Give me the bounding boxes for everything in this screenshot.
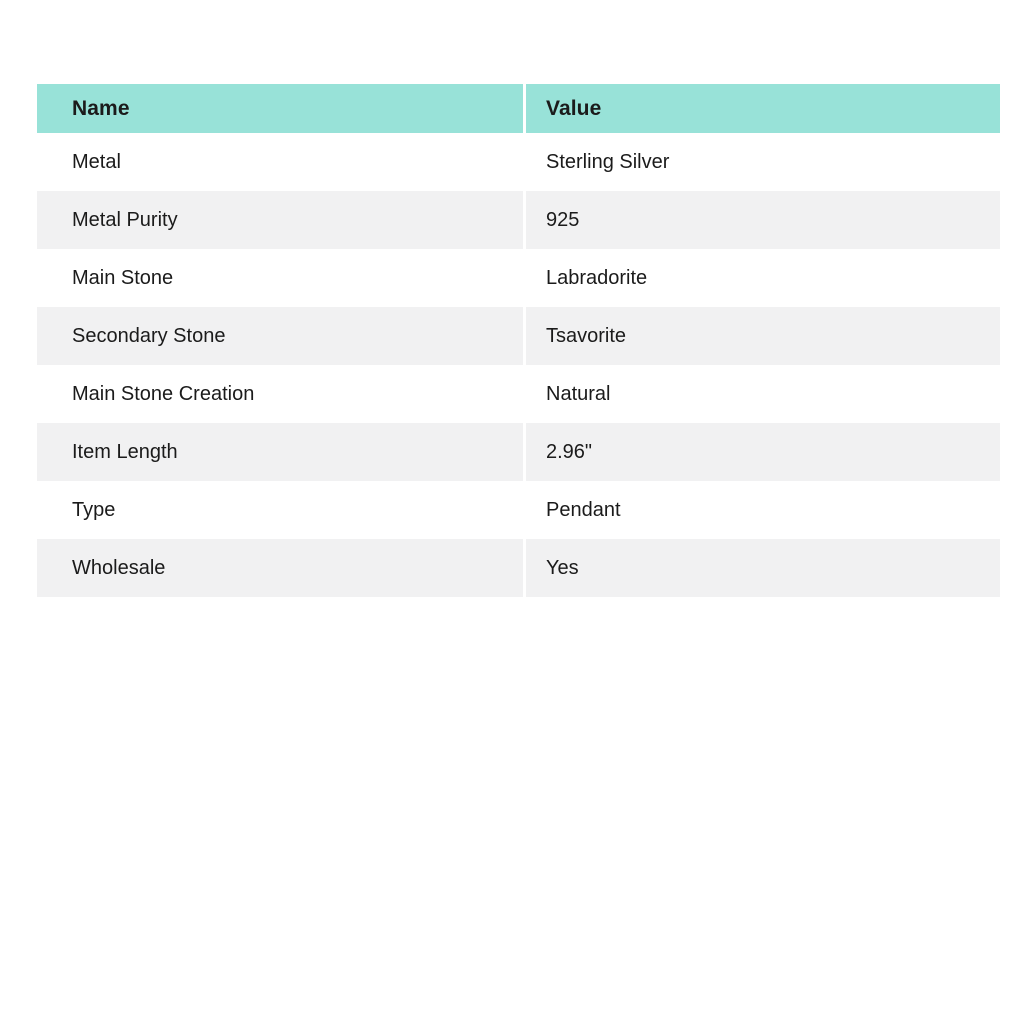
table-row: [37, 481, 1000, 539]
table-row: [37, 365, 1000, 423]
spec-value: Labradorite: [523, 249, 1000, 307]
column-header-value: Value: [523, 84, 1000, 133]
table-header-row: [37, 84, 1000, 133]
table-row: [37, 539, 1000, 597]
spec-name: Type: [37, 481, 523, 539]
product-spec-table: [37, 84, 1000, 597]
spec-value: Sterling Silver: [523, 133, 1000, 191]
spec-value: Yes: [523, 539, 1000, 597]
spec-name: Item Length: [37, 423, 523, 481]
spec-value: 925: [523, 191, 1000, 249]
spec-name: Wholesale: [37, 539, 523, 597]
table-row: [37, 423, 1000, 481]
table-body: [37, 133, 1000, 597]
spec-value: Tsavorite: [523, 307, 1000, 365]
table-row: [37, 133, 1000, 191]
table-row: [37, 191, 1000, 249]
spec-name: Metal Purity: [37, 191, 523, 249]
spec-name: Metal: [37, 133, 523, 191]
spec-value: 2.96": [523, 423, 1000, 481]
spec-value: Natural: [523, 365, 1000, 423]
column-header-name: Name: [37, 84, 523, 133]
table-row: [37, 307, 1000, 365]
spec-name: Main Stone Creation: [37, 365, 523, 423]
table-row: [37, 249, 1000, 307]
spec-name: Main Stone: [37, 249, 523, 307]
spec-value: Pendant: [523, 481, 1000, 539]
spec-name: Secondary Stone: [37, 307, 523, 365]
